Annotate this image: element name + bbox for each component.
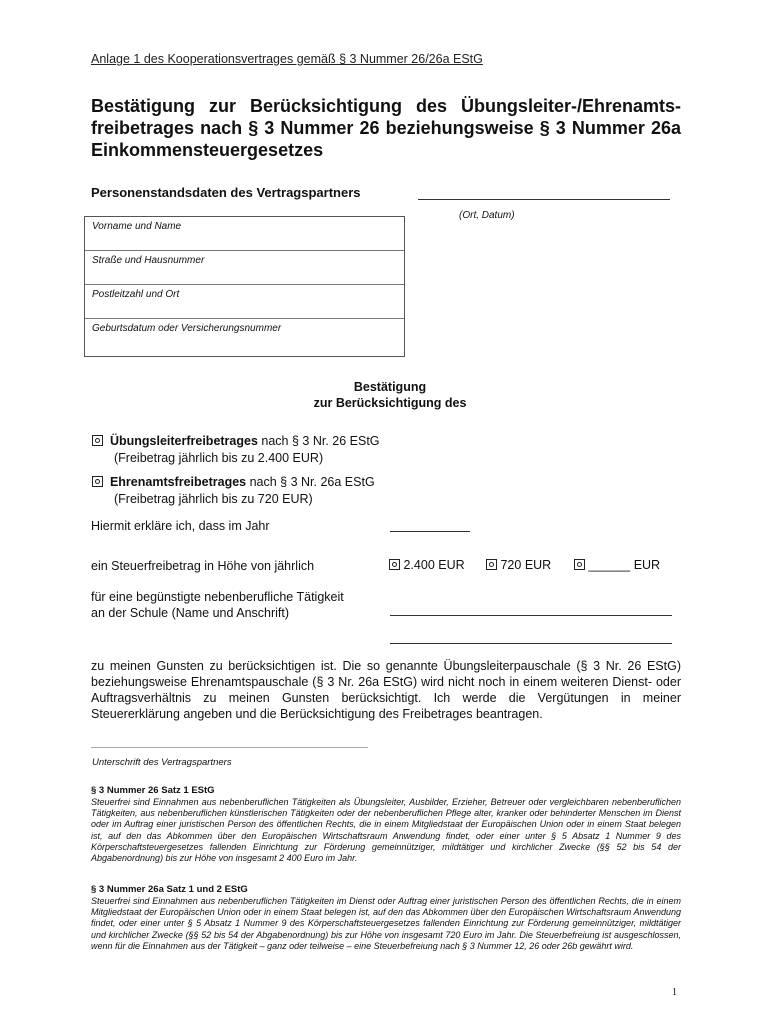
signature-line[interactable] [91,747,368,748]
option-uebungsleiter [92,433,380,467]
option2-law: nach § 3 Nr. 26a EStG [246,475,375,489]
school-line-2: an der Schule (Name und Anschrift) [91,606,290,620]
declaration-paragraph: zu meinen Gunsten zu berücksichtigen ist. Die so genannte Übungsleiterpauschale (§ 3 Nr. 26 EStG) beziehungsweise Ehrenamtspauschale (§ 3 Nr. 26a EStG) wird nicht noch in einem weiteren Dienst- oder Auftragsverhältnis zu meinen Gunsten berücksichtigt. Ich werde die Vergütungen in meiner Steuererklärung angeben und die Berücksichtigung des Freibetrages beantragen. [91,659,681,721]
confirmation-heading-line-1: Bestätigung [353,380,427,394]
postcode-city-field[interactable] [85,285,404,319]
amount-custom-blank[interactable]: ______ [588,558,631,572]
confirmation-heading-line-2: zur Berücksichtigung des [313,396,467,410]
amount-2400-checkbox[interactable] [389,559,400,570]
place-date-label: (Ort, Datum) [459,210,515,221]
option2-title: Ehrenamtsfreibetrages [109,475,247,489]
option1-note: (Freibetrag jährlich bis zu 2.400 EUR) [114,451,324,465]
amount-custom-option [574,558,660,572]
title-line-3: Einkommensteuergesetzes [91,140,324,160]
amount-720-label: 720 EUR [500,558,552,572]
amount-2400-label: 2.400 EUR [403,558,465,572]
birthdate-insurance-field[interactable] [85,319,404,356]
law-26a-text: Steuerfrei sind Einnahmen aus nebenberuflichen Tätigkeiten im Dienst oder Auftrag einer juristischen Person des öffentlichen Rechts, die in einem Mitgliedstaat der Europäischen Union oder in einem Staat belegen ist, auf den das Abkommen über den Europäischen Wirtschaftsraum Anwendung findet, oder einer unter § 5 Absatz 1 Nummer 9 des Körperschaftsteuergesetzes fallenden Einrichtung zur Förderung gemeinnütziger, mildtätiger und kirchlicher Zwecke (§§ 52 bis 54 der Abgabenordnung) bis zur Höhe von insgesamt 720 Euro im Jahr. Die Steuerbefreiung ist ausgeschlossen, wenn für die Einnahmen aus der Tätigkeit – ganz oder teilweise – eine Steuerbefreiung nach § 3 Nummer 12, 26 oder 26b gewährt wird. [91,896,681,951]
school-statement [91,589,344,621]
year-statement: Hiermit erkläre ich, dass im Jahr [91,519,270,533]
school-input-line-2[interactable] [390,643,672,644]
option1-title: Übungsleiterfreibetrages [109,434,258,448]
amount-720-checkbox[interactable] [486,559,497,570]
personal-data-table [84,216,405,357]
amount-custom-checkbox[interactable] [574,559,585,570]
school-line-1: für eine begünstigte nebenberufliche Tätigkeit [91,590,344,604]
amount-options [389,558,465,572]
ehrenamt-checkbox[interactable] [92,476,103,487]
place-date-line[interactable] [418,199,670,200]
amount-720-option [486,558,551,572]
street-field-label: Straße und Hausnummer [92,255,205,266]
option-ehrenamt [92,474,375,508]
name-field-label: Vorname und Name [92,221,182,232]
law-26a-heading: § 3 Nummer 26a Satz 1 und 2 EStG [91,884,248,895]
law-26-text: Steuerfrei sind Einnahmen aus nebenberuflichen Tätigkeiten als Übungsleiter, Ausbilder, Erzieher, Betreuer oder vergleichbaren nebenberuflichen Tätigkeiten, aus nebenberuflichen künstlerischen Tätigkeiten oder der nebenberuflichen Pflege alter, kranker oder behinderter Menschen im Dienst oder im Auftrag einer juristischen Person des öffentlichen Rechts, die in einem Mitgliedstaat der Europäischen Union oder in einem Staat belegen ist, auf den das Abkommen über den Europäischen Wirtschaftsraum Anwendung findet, oder einer unter § 5 Absatz 1 Nummer 9 des Körperschaftsteuergesetzes fallenden Einrichtung zur Förderung gemeinnütziger, mildtätiger und kirchlicher Zwecke (§§ 52 bis 54 der Abgabenordnung) bis zur Höhe von insgesamt 2 400 Euro im Jahr. [91,797,681,864]
document-title [91,95,681,161]
confirmation-heading [290,379,490,411]
law-26-heading: § 3 Nummer 26 Satz 1 EStG [91,785,215,796]
year-input-line[interactable] [390,531,470,532]
personal-data-heading: Personenstandsdaten des Vertragspartners [91,185,361,200]
annex-reference: Anlage 1 des Kooperationsvertrages gemäß § 3 Nummer 26/26a EStG [91,52,483,66]
option1-law: nach § 3 Nr. 26 EStG [257,434,380,448]
birthdate-insurance-label: Geburtsdatum oder Versicherungsnummer [92,323,282,334]
postcode-city-label: Postleitzahl und Ort [92,289,180,300]
title-line-1: Bestätigung zur Berücksichtigung des Übungsleiter-/Ehrenamts- [91,96,681,116]
school-input-line-1[interactable] [390,615,672,616]
title-line-2: freibetrages nach § 3 Nummer 26 beziehungsweise § 3 Nummer 26a [91,118,681,138]
signature-label: Unterschrift des Vertragspartners [92,757,232,768]
street-field[interactable] [85,251,404,285]
name-field[interactable] [85,217,404,251]
option2-note: (Freibetrag jährlich bis zu 720 EUR) [114,492,313,506]
amount-statement: ein Steuerfreibetrag in Höhe von jährlich [91,559,315,573]
uebungsleiter-checkbox[interactable] [92,435,103,446]
page-number: 1 [672,987,677,998]
amount-custom-unit: EUR [633,558,661,572]
